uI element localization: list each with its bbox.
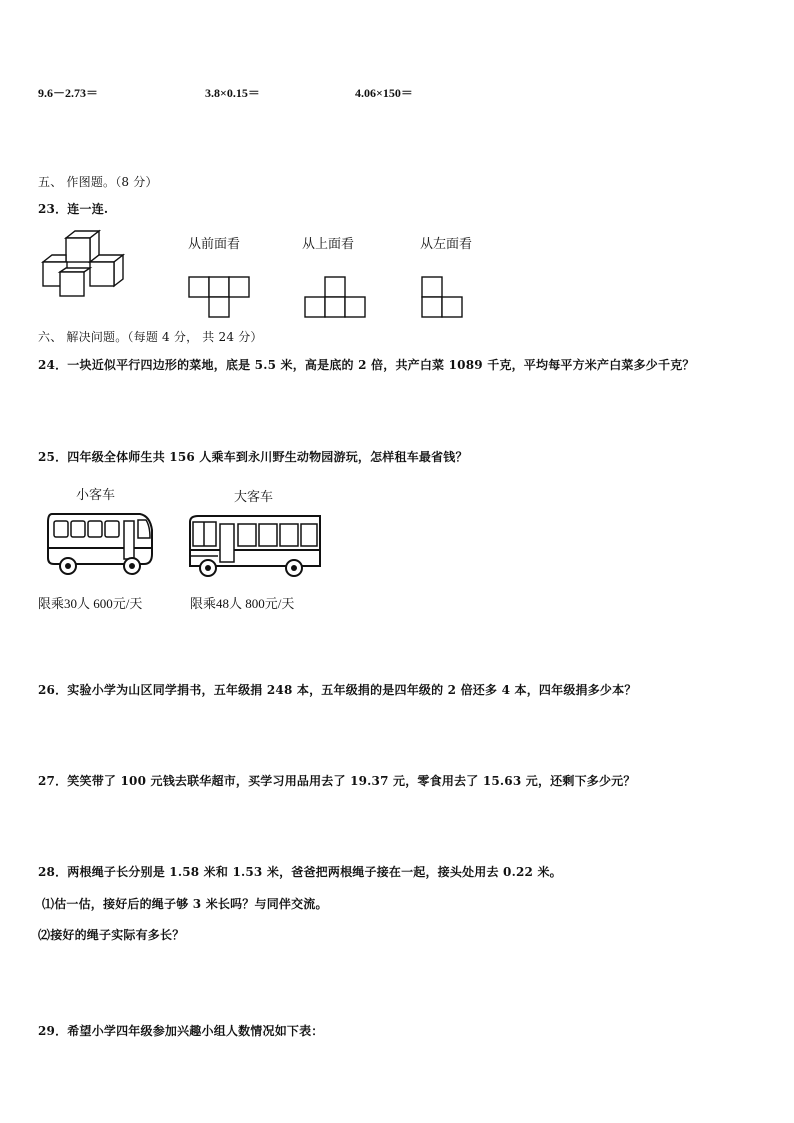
q24-text: 24．一块近似平行四边形的菜地，底是 5.5 米，高是底的 2 倍，共产白菜 1089 千克，平均每平方米产白菜多少千克？ xyxy=(38,358,695,372)
small-bus-illustration xyxy=(44,508,156,578)
cube-stack-figure xyxy=(42,228,128,298)
q28-text: 28．两根绳子长分别是 1.58 米和 1.53 米，爸爸把两根绳子接在一起，接头处用去 0.22 米。 xyxy=(38,865,562,879)
view-shape-l xyxy=(421,276,463,318)
q25-text: 25．四年级全体师生共 156 人乘车到永川野生动物园游玩，怎样租车最省钱？ xyxy=(38,450,468,464)
q26-text: 26．实验小学为山区同学捐书，五年级捐 248 本，五年级捐的是四年级的 2 倍还多 4 本，四年级捐多少本？ xyxy=(38,683,637,697)
calc-item-2: 3.8×0.15＝ xyxy=(205,86,260,100)
q23-text: 23．连一连. xyxy=(38,202,109,216)
q27-text: 27．笑笑带了 100 元钱去联华超市，买学习用品用去了 19.37 元，零食用去了 15.63 元，还剩下多少元？ xyxy=(38,774,636,788)
calc-item-1: 9.6－2.73＝ xyxy=(38,86,99,100)
section6-title: 六、 解决问题。（每题 4 分， 共 24 分） xyxy=(38,330,263,344)
calc-item-3: 4.06×150＝ xyxy=(355,86,413,100)
view-label-top: 从上面看 xyxy=(302,237,355,252)
view-shape-t xyxy=(188,276,250,318)
view-label-front: 从前面看 xyxy=(188,237,241,252)
small-bus-info: 限乘30人 600元/天 xyxy=(38,596,143,611)
big-bus-info: 限乘48人 800元/天 xyxy=(190,596,295,611)
q29-text: 29．希望小学四年级参加兴趣小组人数情况如下表： xyxy=(38,1024,324,1038)
small-bus-name: 小客车 xyxy=(76,487,116,502)
q28-sub1: ⑴估一估，接好后的绳子够 3 米长吗？与同伴交流。 xyxy=(42,897,328,911)
view-shape-inverted-t xyxy=(304,276,366,318)
q28-sub2: ⑵接好的绳子实际有多长？ xyxy=(38,928,185,942)
big-bus-name: 大客车 xyxy=(234,489,274,504)
big-bus-illustration xyxy=(186,512,324,578)
view-label-left: 从左面看 xyxy=(420,237,473,252)
section5-title: 五、 作图题。（8 分） xyxy=(38,175,158,189)
